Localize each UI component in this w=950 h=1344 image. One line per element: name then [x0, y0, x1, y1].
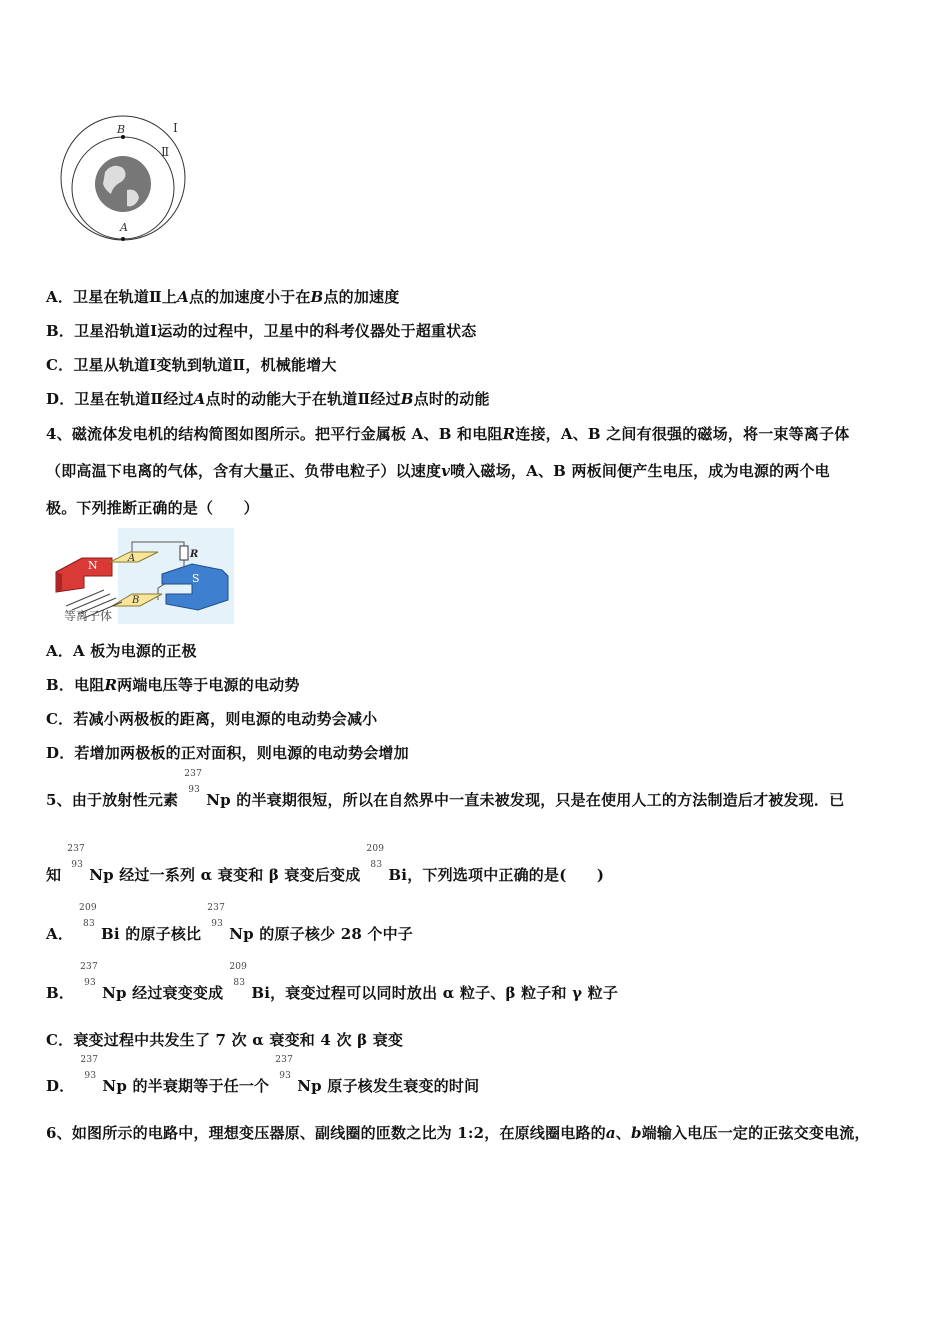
q4-stem-line1: 4、磁流体发电机的结构简图如图所示。把平行金属板 A、B 和电阻R连接，A、B 之间有很强的磁场，将一束等离子体: [46, 425, 850, 443]
label-b: B: [117, 123, 126, 136]
q3-option-b[interactable]: B．卫星沿轨道Ⅰ运动的过程中，卫星中的科考仪器处于超重状态: [46, 322, 477, 340]
np-nuclide: 237 93: [184, 769, 203, 795]
q6-stem-line1: 6、如图所示的电路中，理想变压器原、副线圈的匝数之比为 1:2，在原线圈电路的a、b端输入电压一定的正弦交变电流，: [46, 1124, 870, 1142]
resistor-label: R: [190, 549, 199, 560]
orbit-figure: [55, 112, 195, 247]
q4-stem-line2: （即高温下电离的气体，含有大量正、负带电粒子）以速度v喷入磁场，A、B 两板间便产生电压，成为电源的两个电: [46, 462, 830, 480]
magnet-n-label: N: [88, 559, 98, 572]
np-nuclide: 237 93: [80, 962, 98, 988]
plasma-label: 等离子体: [64, 609, 113, 623]
resistor: [180, 546, 188, 560]
np-nuclide: 237 93: [275, 1055, 294, 1081]
label-orbit-one: Ⅰ: [173, 121, 178, 135]
np-nuclide: 237 93: [67, 844, 85, 870]
bi-nuclide: 209 83: [229, 962, 248, 988]
q3-option-c[interactable]: C．卫星从轨道Ⅰ变轨到轨道Ⅱ，机械能增大: [46, 356, 337, 374]
q5-option-a[interactable]: A． 209 83 Bi 的原子核比 237 93 Np 的原子核少 28 个中子: [46, 903, 413, 943]
q4-option-d[interactable]: D．若增加两极板的正对面积，则电源的电动势会增加: [46, 744, 409, 762]
q3-option-a[interactable]: A．卫星在轨道Ⅱ上A点的加速度小于在B点的加速度: [46, 288, 400, 306]
bi-nuclide: 209 83: [366, 844, 385, 870]
plate-a-label: A: [128, 553, 136, 564]
bi-nuclide: 209 83: [79, 903, 97, 929]
plate-b-label: B: [132, 595, 140, 606]
label-orbit-two: Ⅱ: [161, 145, 170, 159]
q4-stem-line3: 极。下列推断正确的是（ ）: [46, 499, 259, 517]
magnet-n-side: [56, 572, 62, 592]
q5-option-d[interactable]: D． 237 93 Np 的半衰期等于任一个 237 93 Np 原子核发生衰变的时间: [46, 1055, 480, 1095]
point-a-dot: [121, 237, 125, 241]
np-nuclide: 237 93: [207, 903, 226, 929]
np-nuclide: 237 93: [80, 1055, 99, 1081]
q3-option-d[interactable]: D．卫星在轨道Ⅱ经过A点时的动能大于在轨道Ⅱ经过B点时的动能: [46, 390, 490, 408]
magnet-s-label: S: [192, 572, 200, 585]
q5-stem-line2: 知 237 93 Np 经过一系列 α 衰变和 β 衰变后变成 209 83 Bi，下列选项中正确的是( ): [46, 844, 605, 884]
q4-option-b[interactable]: B．电阻R两端电压等于电源的电动势: [46, 676, 300, 694]
magnet-n: [56, 558, 112, 592]
q5-option-c[interactable]: C．衰变过程中共发生了 7 次 α 衰变和 4 次 β 衰变: [46, 1031, 404, 1049]
q5-option-b[interactable]: B． 237 93 Np 经过衰变变成 209 83 Bi，衰变过程可以同时放出 α 粒子、β 粒子和 γ 粒子: [46, 962, 619, 1002]
q5-stem-line1: 5、由于放射性元素 237 93 Np 的半衰期很短，所以在自然界中一直未被发现，只是在使用人工的方法制造后才被发现．已: [46, 769, 845, 809]
q4-option-c[interactable]: C．若减小两极板的距离，则电源的电动势会减小: [46, 710, 378, 728]
label-a: A: [120, 221, 128, 234]
mhd-generator-figure: [52, 528, 234, 626]
q4-option-a[interactable]: A．A 板为电源的正极: [46, 642, 197, 660]
